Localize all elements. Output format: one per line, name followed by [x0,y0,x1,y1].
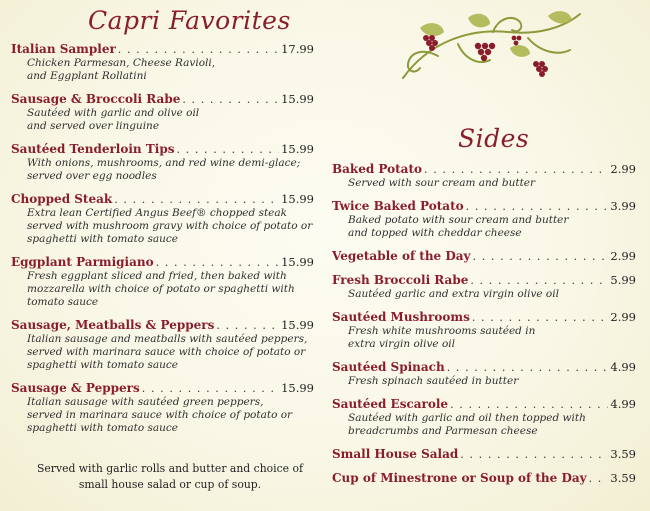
menu-item [332,273,636,301]
menu-item-description: Italian sausage and meatballs with sautéed peppers, served with marinara sauce with choice of potato or spaghetti with tomato sauce [27,333,308,371]
menu-item-price: 3.59 [610,471,636,485]
menu-item-name: Small House Salad [332,447,459,461]
menu-item-description: Served with sour cream and butter [348,177,536,189]
menu-item-name: Eggplant Parmigiano [11,255,154,269]
dot-leader [470,274,608,288]
menu-item-row [332,162,636,177]
menu-item-name: Cup of Minestrone or Soup of the Day [332,471,587,485]
dot-leader [424,163,608,177]
menu-item-name: Italian Sampler [11,42,116,56]
menu-item-price: 15.99 [281,381,314,395]
dot-leader [466,200,609,214]
menu-item-name: Sautéed Escarole [332,397,449,411]
dot-leader [450,398,608,412]
menu-item-price: 4.99 [610,360,636,374]
capri-favorites-list [11,42,314,444]
menu-item-row [332,360,636,375]
menu-item-description: Baked potato with sour cream and butter and topped with cheddar cheese [348,214,569,239]
menu-item [332,249,636,264]
menu-item-name: Sausage, Meatballs & Peppers [11,318,215,332]
menu-item-name: Twice Baked Potato [332,199,464,213]
menu-item [11,318,314,372]
dot-leader [176,143,279,157]
menu-item-description: Sautéed garlic and extra virgin olive oil [348,288,559,300]
sides-heading: Sides [458,124,530,153]
menu-item-row [11,255,314,270]
menu-item-description: Italian sausage with sautéed green peppers, served in marinara sauce with choice of potato or spaghetti with tomato sauce [27,396,293,434]
menu-item-price: 15.99 [281,255,314,269]
menu-item-row [11,92,314,107]
menu-item [11,42,314,83]
menu-item-description: Fresh white mushrooms sautéed in extra virgin olive oil [348,325,536,350]
dot-leader [118,43,279,57]
menu-item-price: 4.99 [610,397,636,411]
dot-leader [460,448,608,462]
menu-item-row [11,318,314,333]
menu-item-row [332,397,636,412]
menu-item [332,199,636,240]
menu-item [332,360,636,388]
menu-item-price: 15.99 [281,142,314,156]
menu-item-name: Vegetable of the Day [332,249,471,263]
menu-item [11,92,314,133]
menu-item [332,162,636,190]
menu-item-row [11,381,314,396]
menu-item [11,381,314,435]
menu-item-price: 3.59 [610,447,636,461]
menu-item-price: 2.99 [610,162,636,176]
menu-item [11,192,314,246]
menu-item-price: 15.99 [281,92,314,106]
menu-item-row [11,192,314,207]
menu-item-description: Chicken Parmesan, Cheese Ravioli, and Eggplant Rollatini [27,57,216,82]
menu-item-name: Sautéed Tenderloin Tips [11,142,175,156]
menu-item [11,255,314,309]
menu-item-description: Sautéed with garlic and olive oil and served over linguine [27,107,200,132]
menu-item-description: Sautéed with garlic and oil then topped with breadcrumbs and Parmesan cheese [348,412,586,437]
menu-item-name: Sautéed Spinach [332,360,445,374]
dot-leader [114,193,279,207]
menu-item-description: Fresh eggplant sliced and fried, then baked with mozzarella with choice of potato or spaghetti with tomato sauce [27,270,295,308]
menu-item-description: With onions, mushrooms, and red wine demi-glace; served over egg noodles [27,157,301,182]
dot-leader [216,319,279,333]
menu-item-row [332,310,636,325]
dot-leader [589,472,609,486]
menu-item-name: Sausage & Broccoli Rabe [11,92,181,106]
menu-item-description: Fresh spinach sautéed in butter [348,375,519,387]
menu-item-row [332,447,636,462]
menu-item-description: Extra lean Certified Angus Beef® chopped steak served with mushroom gravy with choice of potato or spaghetti with tomato sauce [27,207,313,245]
menu-item-price: 17.99 [281,42,314,56]
menu-item-row [11,142,314,157]
menu-item-name: Baked Potato [332,162,423,176]
menu-item [332,471,636,486]
menu-item [11,142,314,183]
served-with-note: Served with garlic rolls and butter and choice of small house salad or cup of soup. [37,462,303,491]
menu-item-price: 3.99 [610,199,636,213]
menu-item-price: 2.99 [610,249,636,263]
menu-item-row [332,199,636,214]
sides-list [332,162,636,495]
dot-leader [182,93,279,107]
menu-item-price: 5.99 [610,273,636,287]
menu-item-row [332,471,636,486]
dot-leader [156,256,279,270]
menu-item [332,397,636,438]
dot-leader [473,250,609,264]
capri-favorites-heading: Capri Favorites [88,6,291,35]
menu-item-name: Chopped Steak [11,192,113,206]
menu-item-name: Sautéed Mushrooms [332,310,470,324]
menu-item [332,447,636,462]
menu-item-row [332,249,636,264]
dot-leader [472,311,609,325]
grape-vine-ornament-icon [398,8,588,90]
dot-leader [142,382,279,396]
dot-leader [447,361,609,375]
menu-item-name: Fresh Broccoli Rabe [332,273,469,287]
menu-item [332,310,636,351]
menu-item-name: Sausage & Peppers [11,381,140,395]
menu-item-price: 15.99 [281,318,314,332]
menu-item-price: 2.99 [610,310,636,324]
menu-item-row [11,42,314,57]
menu-item-row [332,273,636,288]
menu-item-price: 15.99 [281,192,314,206]
